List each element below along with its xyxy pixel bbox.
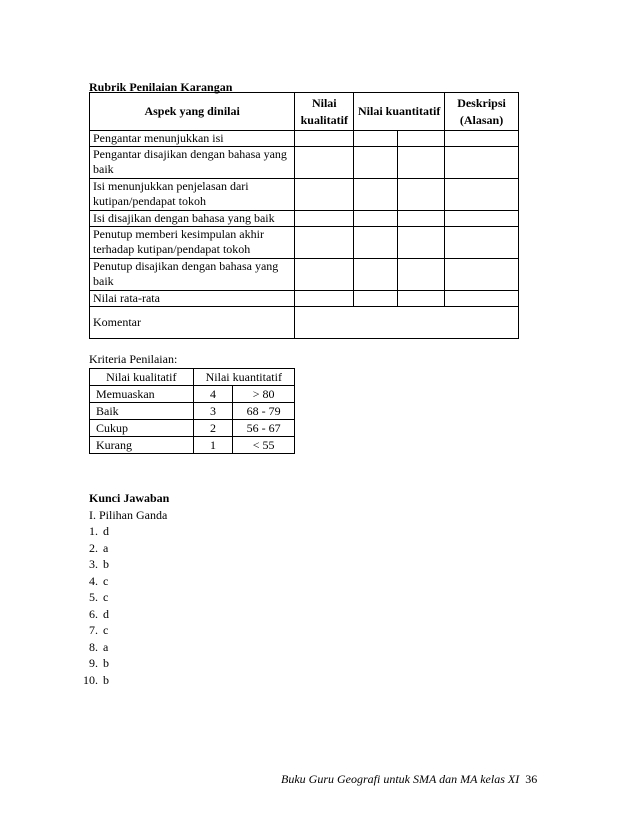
kriteria-label: Cukup [90, 420, 194, 437]
kriteria-row [90, 403, 295, 420]
kriteria-range: 56 - 67 [233, 420, 295, 437]
answer-item [76, 606, 109, 623]
rubric-empty-cell [295, 291, 354, 307]
answer-number: 10. [83, 672, 98, 687]
footer-text: Buku Guru Geografi untuk SMA dan MA kelas XI [281, 772, 520, 786]
rubric-empty-cell [398, 131, 445, 147]
answer-value: c [103, 573, 109, 588]
page-footer [281, 772, 537, 787]
kriteria-label: Baik [90, 403, 194, 420]
rubric-empty-cell [445, 211, 519, 227]
answer-item [76, 556, 109, 573]
kriteria-title: Kriteria Penilaian: [89, 352, 178, 366]
kriteria-score: 3 [193, 403, 233, 420]
kriteria-label: Memuaskan [90, 386, 194, 403]
answer-item [76, 540, 109, 557]
rubric-empty-cell [445, 227, 519, 259]
header-aspek: Aspek yang dinilai [90, 93, 295, 131]
rubric-empty-cell [354, 147, 398, 179]
answer-value: c [103, 623, 109, 637]
rubric-empty-cell [354, 179, 398, 211]
kriteria-range: < 55 [233, 437, 295, 454]
kriteria-row [90, 437, 295, 454]
rubric-empty-cell [354, 227, 398, 259]
rubric-empty-cell [295, 259, 354, 291]
kriteria-row [90, 386, 295, 403]
rubric-empty-cell [295, 147, 354, 179]
kriteria-header-kuantitatif: Nilai kuantitatif [193, 369, 294, 386]
rubric-aspek: Isi menunjukkan penjelasan dari kutipan/pendapat tokoh [90, 179, 295, 211]
rubric-row [90, 179, 519, 211]
kriteria-range: > 80 [233, 386, 295, 403]
rubric-empty-cell [295, 131, 354, 147]
rubric-table [89, 92, 519, 339]
komentar-label: Komentar [90, 307, 295, 339]
rubric-empty-cell [445, 147, 519, 179]
answer-value: a [103, 540, 109, 555]
rubric-title: Rubrik Penilaian Karangan [89, 80, 233, 94]
rubric-empty-cell [354, 259, 398, 291]
answer-item [76, 523, 109, 540]
header-kuantitatif: Nilai kuantitatif [354, 93, 445, 131]
answer-number: 5. [89, 590, 98, 604]
rubric-empty-cell [398, 147, 445, 179]
kunci-section: I. Pilihan Ganda [89, 508, 168, 522]
answer-item [76, 589, 109, 606]
rubric-empty-cell [398, 291, 445, 307]
page-number: 36 [525, 772, 538, 786]
answer-list [76, 523, 109, 688]
rubric-aspek: Isi disajikan dengan bahasa yang baik [90, 211, 295, 227]
rubric-aspek: Penutup memberi kesimpulan akhir terhadap kutipan/pendapat tokoh [90, 227, 295, 259]
header-deskripsi: Deskripsi (Alasan) [445, 93, 519, 131]
answer-value: d [103, 606, 109, 621]
answer-number: 1. [89, 524, 98, 538]
answer-item [76, 622, 109, 639]
answer-number: 6. [89, 606, 98, 621]
rubric-row [90, 227, 519, 259]
rubric-empty-cell [398, 211, 445, 227]
kriteria-header-kualitatif: Nilai kualitatif [90, 369, 194, 386]
answer-item [76, 655, 109, 672]
kunci-title: Kunci Jawaban [89, 491, 170, 505]
rubric-aspek: Pengantar disajikan dengan bahasa yang baik [90, 147, 295, 179]
answer-number: 3. [89, 557, 98, 571]
kriteria-score: 2 [193, 420, 233, 437]
rubric-empty-cell [398, 179, 445, 211]
answer-number: 8. [89, 639, 98, 654]
rubric-aspek: Pengantar menunjukkan isi [90, 131, 295, 147]
answer-value: a [103, 639, 109, 654]
rubric-empty-cell [354, 291, 398, 307]
answer-number: 2. [89, 540, 98, 555]
rubric-aspek: Nilai rata-rata [90, 291, 295, 307]
kriteria-table [89, 368, 295, 454]
answer-number: 4. [89, 573, 98, 588]
rubric-row [90, 259, 519, 291]
answer-value: b [103, 672, 109, 687]
answer-item [76, 573, 109, 590]
kriteria-row [90, 420, 295, 437]
rubric-empty-cell [445, 291, 519, 307]
kriteria-score: 1 [193, 437, 233, 454]
rubric-row [90, 211, 519, 227]
answer-item [76, 639, 109, 656]
answer-value: b [103, 656, 109, 670]
answer-value: d [103, 524, 109, 538]
rubric-aspek: Penutup disajikan dengan bahasa yang baik [90, 259, 295, 291]
rubric-empty-cell [398, 259, 445, 291]
kriteria-label: Kurang [90, 437, 194, 454]
answer-number: 9. [89, 656, 98, 670]
answer-value: b [103, 557, 109, 571]
rubric-empty-cell [445, 131, 519, 147]
komentar-cell [295, 307, 519, 339]
answer-value: c [103, 590, 109, 604]
header-kualitatif: Nilai kualitatif [295, 93, 354, 131]
rubric-row [90, 147, 519, 179]
rubric-row [90, 131, 519, 147]
kriteria-range: 68 - 79 [233, 403, 295, 420]
rubric-empty-cell [445, 179, 519, 211]
rubric-empty-cell [445, 259, 519, 291]
rubric-empty-cell [398, 227, 445, 259]
rubric-empty-cell [295, 211, 354, 227]
kriteria-score: 4 [193, 386, 233, 403]
rubric-row [90, 291, 519, 307]
answer-number: 7. [89, 623, 98, 637]
answer-item [76, 672, 109, 689]
rubric-empty-cell [354, 131, 398, 147]
rubric-empty-cell [354, 211, 398, 227]
rubric-empty-cell [295, 179, 354, 211]
rubric-empty-cell [295, 227, 354, 259]
